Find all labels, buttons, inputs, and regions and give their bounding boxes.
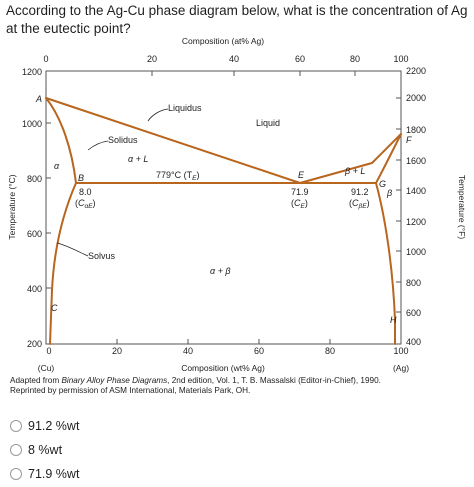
alpha-l-label: α + L	[128, 154, 149, 164]
bottom-tick: 60	[253, 346, 265, 356]
point-label-b: B	[78, 173, 85, 183]
right-ticks	[406, 66, 426, 347]
comp-e-value: 71.9	[291, 187, 309, 197]
left-tick: 1000	[21, 119, 42, 129]
top-tick: 0	[43, 54, 49, 64]
right-tick: 400	[406, 337, 422, 347]
point-label-g: G	[379, 179, 387, 189]
right-tick: 1800	[406, 125, 427, 135]
radio-button[interactable]	[10, 468, 22, 480]
bottom-left-label: (Cu)	[37, 363, 55, 373]
left-tick: 200	[26, 339, 42, 349]
plot-frame	[46, 71, 401, 344]
bottom-tick: 80	[324, 346, 336, 356]
beta-label: β	[387, 188, 393, 198]
left-axis-title: Temperature (°C)	[7, 174, 17, 240]
top-tick: 100	[393, 54, 409, 64]
solidus-line-alpha	[46, 98, 76, 183]
answer-option[interactable]	[10, 415, 79, 437]
radio-button[interactable]	[10, 420, 22, 432]
left-tick: 600	[26, 229, 42, 239]
solidus-label: Solidus	[108, 135, 138, 145]
alpha-solvus-line	[50, 183, 76, 344]
alpha-label: α	[54, 161, 60, 171]
point-label-f: F	[406, 135, 412, 145]
right-tick: 1200	[406, 217, 427, 227]
right-tick: 1600	[406, 156, 427, 166]
point-label-e: E	[298, 170, 305, 180]
bottom-tick: 0	[46, 346, 52, 356]
left-tick: 1200	[21, 67, 42, 77]
left-tick: 800	[26, 174, 42, 184]
alpha-beta-label: α + β	[210, 266, 231, 276]
comp-g-value: 91.2	[351, 187, 369, 197]
bottom-tick: 100	[393, 346, 409, 356]
right-tick: 800	[406, 278, 422, 288]
top-tick: 20	[146, 54, 158, 64]
answer-option[interactable]	[10, 463, 79, 485]
bottom-ticks	[46, 346, 408, 356]
right-tick: 1000	[406, 247, 427, 257]
answer-options	[10, 415, 79, 487]
liquid-label: Liquid	[256, 118, 281, 128]
answer-option-label: 91.2 %wt	[28, 419, 80, 433]
right-tick: 600	[406, 308, 422, 318]
top-tick: 40	[228, 54, 240, 64]
point-label-h: H	[390, 315, 397, 325]
comp-e-symbol: $(C_E)$	[291, 198, 308, 210]
top-tick: 80	[349, 54, 361, 64]
bottom-axis-title: Composition (wt% Ag)	[181, 363, 265, 373]
figure-caption: Adapted from Binary Alloy Phase Diagrams, 2nd edition, Vol. 1, T. B. Massalski (Editor-in-Chief), 1990. Reprinted by permission of ASM International, Materials Park, OH.	[10, 376, 381, 395]
comp-b-symbol: $(C_{\alpha E})$	[75, 198, 96, 210]
right-tick: 2200	[406, 66, 427, 76]
phase-boundaries	[46, 98, 401, 344]
question-text: According to the Ag-Cu phase diagram below, what is the concentration of Ag at the eutectic point?	[6, 3, 468, 36]
comp-b-value: 8.0	[79, 187, 92, 197]
solidus-line-beta	[376, 134, 401, 183]
radio-button[interactable]	[10, 444, 22, 456]
liquidus-label: Liquidus	[168, 103, 202, 113]
left-tick: 400	[26, 284, 42, 294]
top-tick: 60	[294, 54, 306, 64]
answer-option[interactable]	[10, 439, 79, 461]
right-axis-title: Temperature (°F)	[457, 174, 467, 240]
top-ticks	[43, 54, 408, 64]
bottom-right-label: (Ag)	[392, 363, 410, 373]
ag-cu-phase-diagram	[0, 34, 474, 376]
top-axis-title: Composition (at% Ag)	[181, 36, 265, 46]
answer-option-label: 71.9 %wt	[28, 467, 80, 481]
solvus-label: Solvus	[88, 251, 116, 261]
bottom-tick: 40	[182, 346, 194, 356]
right-tick: 1400	[406, 186, 427, 196]
point-label-c: C	[51, 303, 58, 313]
comp-g-symbol: $(C_{\beta E})$	[349, 198, 370, 210]
eutectic-temp-label: 779°C $(T_E)$	[156, 170, 200, 182]
answer-option-label: 8 %wt	[28, 443, 63, 457]
beta-l-label: β + L	[345, 166, 366, 176]
caption-book-title: Binary Alloy Phase Diagrams	[61, 376, 168, 385]
right-tick: 2000	[406, 93, 427, 103]
left-ticks	[22, 67, 42, 349]
point-label-a: A	[36, 94, 43, 104]
bottom-tick: 20	[111, 346, 123, 356]
